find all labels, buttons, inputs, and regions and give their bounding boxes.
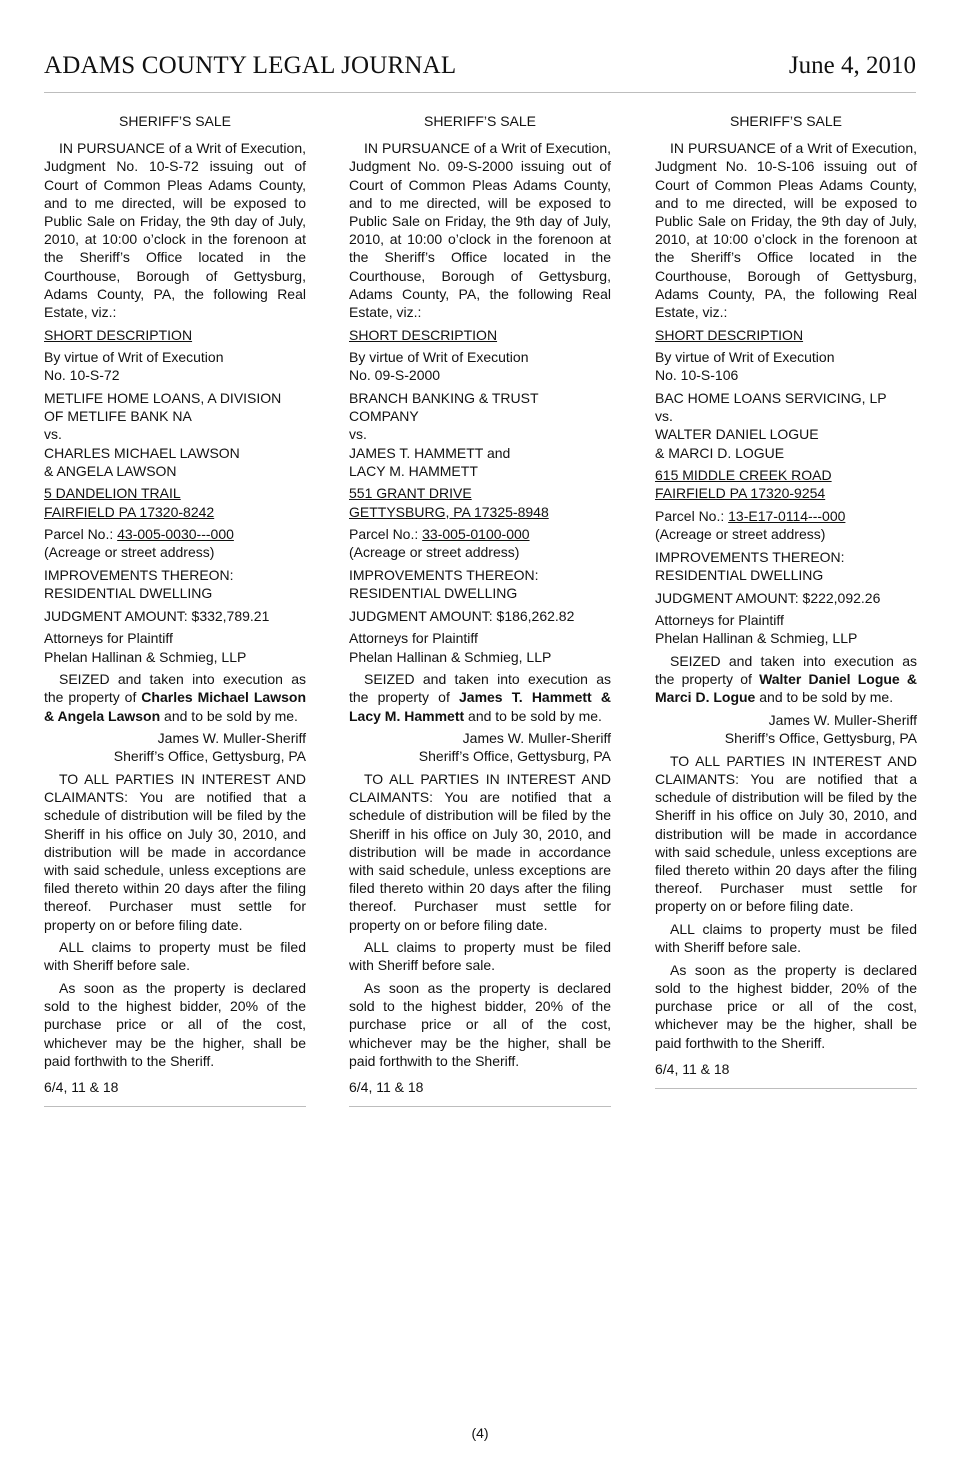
address-city: GETTYSBURG, PA 17325-8948 xyxy=(349,503,549,520)
parties-block xyxy=(349,389,611,480)
defendant-line: JAMES T. HAMMETT and xyxy=(349,444,511,461)
notice-end-divider xyxy=(349,1106,611,1107)
parties-notice: TO ALL PARTIES IN INTEREST AND CLAIMANTS: You are notified that a schedule of distribution will be filed by the Sheriff in his office on July 30, 2010, and distribution will be made in accordance with said schedule, unless exceptions are filed thereto within 20 days after the filing thereof. Purchaser must settle for property on or before filing date. xyxy=(44,771,306,933)
parties-block xyxy=(655,389,917,462)
improvements-block xyxy=(44,566,306,602)
improvements-block xyxy=(655,548,917,584)
parcel-label: Parcel No.: xyxy=(655,508,729,525)
plaintiff-line: OF METLIFE BANK NA xyxy=(44,408,192,425)
writ-block xyxy=(349,348,611,384)
property-owner-names: James T. Hammett & Lacy M. Hammett xyxy=(349,689,611,724)
writ-block xyxy=(44,348,306,384)
improvements-block xyxy=(349,566,611,602)
attorneys-firm: Phelan Hallinan & Schmieg, LLP xyxy=(349,648,552,665)
address-street: 5 DANDELION TRAIL xyxy=(44,485,181,502)
improvements-value: RESIDENTIAL DWELLING xyxy=(655,567,824,584)
judgment-amount: JUDGMENT AMOUNT: $186,262.82 xyxy=(349,607,575,624)
publication-dates: 6/4, 11 & 18 xyxy=(349,1079,424,1096)
journal-header xyxy=(44,52,916,93)
seized-text-end: and to be sold by me. xyxy=(160,707,298,724)
seized-text-end: and to be sold by me. xyxy=(755,689,894,706)
sheriff-signature xyxy=(655,711,917,747)
improvements-label: IMPROVEMENTS THEREON: xyxy=(349,567,539,584)
parcel-label: Parcel No.: xyxy=(44,526,118,543)
property-address xyxy=(349,484,611,520)
defendant-line: & ANGELA LAWSON xyxy=(44,462,177,479)
parcel-block xyxy=(349,525,611,561)
bid-notice: As soon as the property is declared sold to the highest bidder, 20% of the purchase price or all of the cost, whichever may be the higher, shall be paid forthwith to the Sheriff. xyxy=(655,961,917,1051)
attorneys-firm: Phelan Hallinan & Schmieg, LLP xyxy=(44,648,247,665)
defendant-line: & MARCI D. LOGUE xyxy=(655,444,785,461)
journal-title: ADAMS COUNTY LEGAL JOURNAL xyxy=(44,52,457,79)
attorneys-block xyxy=(349,629,611,665)
plaintiff-line: METLIFE HOME LOANS, A DIVISION xyxy=(44,390,282,407)
notice-intro: IN PURSUANCE of a Writ of Execution, Judgment No. 09-S-2000 issuing out of Court of Common Pleas Adams County, and to me directed, will be exposed to Public Sale on Friday, the 9th day of July, 2010, at 10:00 o’clock in the forenoon at the Sheriff’s Office located in the Courthouse, Borough of Gettysburg, Adams County, PA, the following Real Estate, viz.: xyxy=(349,140,611,321)
attorneys-block xyxy=(44,629,306,665)
notice-intro: IN PURSUANCE of a Writ of Execution, Judgment No. 10-S-106 issuing out of Court of Common Pleas Adams County, and to me directed, will be exposed to Public Sale on Friday, the 9th day of July, 2010, at 10:00 o’clock in the forenoon at the Sheriff’s Office located in the Courthouse, Borough of Gettysburg, Adams County, PA, the following Real Estate, viz.: xyxy=(655,140,917,321)
sheriff-office: Sheriff’s Office, Gettysburg, PA xyxy=(113,748,306,765)
seized-paragraph xyxy=(655,652,917,707)
judgment-amount: JUDGMENT AMOUNT: $332,789.21 xyxy=(44,607,270,624)
sheriff-name: James W. Muller-Sheriff xyxy=(462,730,611,747)
notice-end-divider xyxy=(44,1106,306,1107)
sheriff-name: James W. Muller-Sheriff xyxy=(157,730,306,747)
notice-heading: SHERIFF’S SALE xyxy=(729,113,843,129)
notice-heading: SHERIFF’S SALE xyxy=(118,113,232,129)
parcel-number: 43-005-0030---000 xyxy=(117,526,234,543)
versus: vs. xyxy=(349,426,367,443)
claims-notice: ALL claims to property must be filed with Sheriff before sale. xyxy=(44,939,306,974)
notice-column-2 xyxy=(349,112,611,1107)
parcel-number: 33-005-0100-000 xyxy=(422,526,530,543)
seized-paragraph xyxy=(349,670,611,725)
short-description-label: SHORT DESCRIPTION xyxy=(44,326,193,343)
writ-number: No. 09-S-2000 xyxy=(349,367,441,384)
attorneys-label: Attorneys for Plaintiff xyxy=(44,630,173,647)
writ-line: By virtue of Writ of Execution xyxy=(349,349,529,366)
publication-dates: 6/4, 11 & 18 xyxy=(655,1060,730,1077)
versus: vs. xyxy=(44,426,62,443)
address-street: 551 GRANT DRIVE xyxy=(349,485,472,502)
writ-number: No. 10-S-106 xyxy=(655,367,739,384)
address-city: FAIRFIELD PA 17320-8242 xyxy=(44,503,215,520)
address-street: 615 MIDDLE CREEK ROAD xyxy=(655,467,832,484)
sheriff-office: Sheriff’s Office, Gettysburg, PA xyxy=(724,730,917,747)
attorneys-block xyxy=(655,611,917,647)
issue-date: June 4, 2010 xyxy=(788,52,916,79)
short-description-label: SHORT DESCRIPTION xyxy=(349,326,498,343)
seized-text: SEIZED and taken into execution as the property of xyxy=(44,671,306,706)
sheriff-signature xyxy=(44,729,306,765)
short-description-label: SHORT DESCRIPTION xyxy=(655,326,804,343)
page-number: (4) xyxy=(471,1425,489,1441)
address-city: FAIRFIELD PA 17320-9254 xyxy=(655,485,826,502)
notice-column-1 xyxy=(44,112,306,1107)
acreage-note: (Acreage or street address) xyxy=(44,544,215,561)
writ-line: By virtue of Writ of Execution xyxy=(44,349,224,366)
notice-column-3 xyxy=(655,112,917,1089)
parcel-block xyxy=(655,507,917,543)
claims-notice: ALL claims to property must be filed with Sheriff before sale. xyxy=(655,921,917,956)
attorneys-label: Attorneys for Plaintiff xyxy=(349,630,478,647)
seized-text: SEIZED and taken into execution as the property of xyxy=(655,653,917,688)
parcel-block xyxy=(44,525,306,561)
defendant-line: CHARLES MICHAEL LAWSON xyxy=(44,444,240,461)
publication-dates: 6/4, 11 & 18 xyxy=(44,1079,119,1096)
sheriff-office: Sheriff’s Office, Gettysburg, PA xyxy=(418,748,611,765)
notice-intro: IN PURSUANCE of a Writ of Execution, Judgment No. 10-S-72 issuing out of Court of Common Pleas Adams County, and to me directed, will be exposed to Public Sale on Friday, the 9th day of July, 2010, at 10:00 o’clock in the forenoon at the Sheriff’s Office located in the Courthouse, Borough of Gettysburg, Adams County, PA, the following Real Estate, viz.: xyxy=(44,140,306,321)
parcel-number: 13-E17-0114---000 xyxy=(728,508,846,525)
acreage-note: (Acreage or street address) xyxy=(349,544,520,561)
property-address xyxy=(44,484,306,520)
seized-paragraph xyxy=(44,670,306,725)
sheriff-signature xyxy=(349,729,611,765)
attorneys-label: Attorneys for Plaintiff xyxy=(655,612,784,629)
property-address xyxy=(655,466,917,502)
bid-notice: As soon as the property is declared sold to the highest bidder, 20% of the purchase price or all of the cost, whichever may be the higher, shall be paid forthwith to the Sheriff. xyxy=(44,980,306,1069)
notice-end-divider xyxy=(655,1088,917,1089)
bid-notice: As soon as the property is declared sold to the highest bidder, 20% of the purchase price or all of the cost, whichever may be the higher, shall be paid forthwith to the Sheriff. xyxy=(349,980,611,1069)
property-owner-names: Walter Daniel Logue & Marci D. Logue xyxy=(655,671,917,706)
improvements-label: IMPROVEMENTS THEREON: xyxy=(44,567,234,584)
writ-line: By virtue of Writ of Execution xyxy=(655,349,835,366)
improvements-value: RESIDENTIAL DWELLING xyxy=(44,585,213,602)
improvements-value: RESIDENTIAL DWELLING xyxy=(349,585,518,602)
notice-heading: SHERIFF’S SALE xyxy=(423,113,537,129)
plaintiff-line: BRANCH BANKING & TRUST xyxy=(349,390,539,407)
plaintiff-line: BAC HOME LOANS SERVICING, LP xyxy=(655,390,887,407)
improvements-label: IMPROVEMENTS THEREON: xyxy=(655,548,845,565)
parcel-label: Parcel No.: xyxy=(349,526,423,543)
claims-notice: ALL claims to property must be filed with Sheriff before sale. xyxy=(349,939,611,974)
writ-block xyxy=(655,348,917,384)
parties-block xyxy=(44,389,306,480)
parties-notice: TO ALL PARTIES IN INTEREST AND CLAIMANTS: You are notified that a schedule of distribution will be filed by the Sheriff in his office on July 30, 2010, and distribution will be made in accordance with said schedule, unless exceptions are filed thereto within 20 days after the filing thereof. Purchaser must settle for property on or before filing date. xyxy=(349,771,611,933)
defendant-line: WALTER DANIEL LOGUE xyxy=(655,426,819,443)
property-owner-names: Charles Michael Lawson & Angela Lawson xyxy=(44,689,306,724)
versus: vs. xyxy=(655,408,673,425)
defendant-line: LACY M. HAMMETT xyxy=(349,462,478,479)
plaintiff-line: COMPANY xyxy=(349,408,419,425)
attorneys-firm: Phelan Hallinan & Schmieg, LLP xyxy=(655,630,858,647)
acreage-note: (Acreage or street address) xyxy=(655,526,826,543)
sheriff-name: James W. Muller-Sheriff xyxy=(768,712,917,728)
writ-number: No. 10-S-72 xyxy=(44,367,120,384)
seized-text-end: and to be sold by me. xyxy=(464,707,602,724)
seized-text: SEIZED and taken into execution as the property of xyxy=(349,671,611,706)
parties-notice: TO ALL PARTIES IN INTEREST AND CLAIMANTS: You are notified that a schedule of distribution will be filed by the Sheriff in his office on July 30, 2010, and distribution will be made in accordance with said schedule, unless exceptions are filed thereto within 20 days after the filing thereof. Purchaser must settle for property on or before filing date. xyxy=(655,752,917,915)
judgment-amount: JUDGMENT AMOUNT: $222,092.26 xyxy=(655,589,881,606)
